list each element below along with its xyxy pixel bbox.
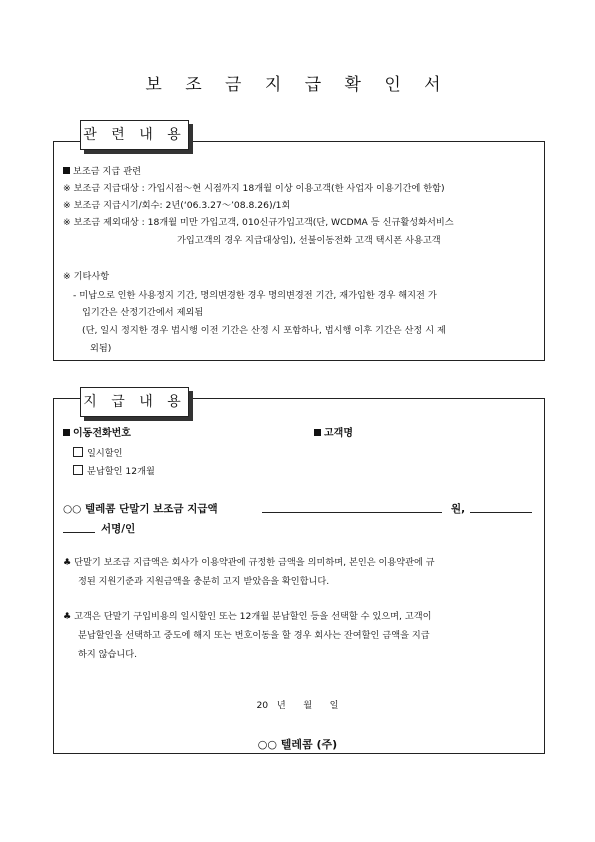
customer-name-label: 고객명 <box>314 427 353 440</box>
note-1-line-2: 정된 지원기준과 지원금액을 충분히 고지 받았음을 확인합니다. <box>78 576 330 587</box>
phone-number-label: 이동전화번호 <box>63 427 131 440</box>
timing-line: ※ 보조금 지급시기/회수: 2년(‘06.3.27～’08.8.26)/1회 <box>63 200 291 211</box>
square-bullet-icon <box>63 429 70 436</box>
other-line-2: 입기간은 산정기간에서 제외됨 <box>82 307 204 318</box>
name-field-line[interactable] <box>470 512 532 513</box>
signature-field-line[interactable] <box>63 532 95 533</box>
note-2-line-1: ♣ 고객은 단말기 구입비용의 일시할인 또는 12개월 분납할인 등을 선택할 수 있으며, 고객이 <box>63 611 432 622</box>
square-bullet-icon <box>314 429 321 436</box>
other-line-1: - 미납으로 인한 사용정지 기간, 명의변경한 경우 명의변경전 기간, 재가입한 경우 해지전 가 <box>73 290 437 301</box>
checkbox[interactable] <box>73 447 83 457</box>
other-line-3: (단, 일시 정지한 경우 법시행 이전 기간은 산정 시 포함하나, 법시행 이후 기간은 산정 시 제 <box>82 325 446 336</box>
note-2-line-2: 분납할인을 선택하고 중도에 해지 또는 번호이동을 할 경우 회사는 잔여할인 금액을 지급 <box>78 630 430 641</box>
checkbox[interactable] <box>73 465 83 475</box>
other-title: ※ 기타사항 <box>63 271 110 282</box>
option-lump-sum[interactable]: 일시할인 <box>73 447 123 460</box>
exclusion-line-cont: 가입고객의 경우 지급대상임), 선불이동전화 고객 택시폰 사용고객 <box>177 235 441 246</box>
related-content-tab: 관 련 내 용 <box>80 120 189 150</box>
date-line: 20 년 월 일 <box>256 700 339 711</box>
note-2-line-3: 하지 않습니다. <box>78 649 138 660</box>
exclusion-line: ※ 보조금 제외대상 : 18개월 미만 가입고객, 010신규가입고객(단, WCDMA 등 신규활성화서비스 <box>63 217 454 228</box>
other-line-4: 외됨) <box>90 343 112 354</box>
eligibility-line: ※ 보조금 지급대상 : 가입시점～현 시점까지 18개월 이상 이용고객(한 사업자 이용기간에 한함) <box>63 183 445 194</box>
amount-field-line[interactable] <box>262 512 442 513</box>
document-title: 보 조 금 지 급 확 인 서 <box>145 75 450 95</box>
won-label: 원, <box>451 503 466 515</box>
option-installment[interactable]: 분납할인 12개월 <box>73 465 155 478</box>
subsidy-amount-label: ○○ 텔레콤 단말기 보조금 지급액 <box>63 503 218 515</box>
company-name: ○○ 텔레콤 (주) <box>257 738 338 751</box>
square-bullet-icon <box>63 167 70 174</box>
payment-content-tab: 지 급 내 용 <box>80 387 189 417</box>
subsidy-header: 보조금 지급 관련 <box>63 165 141 178</box>
note-1-line-1: ♣ 단말기 보조금 지급액은 회사가 이용약관에 규정한 금액을 의미하며, 본인은 이용약관에 규 <box>63 557 435 568</box>
signature-label: 서명/인 <box>101 523 136 535</box>
